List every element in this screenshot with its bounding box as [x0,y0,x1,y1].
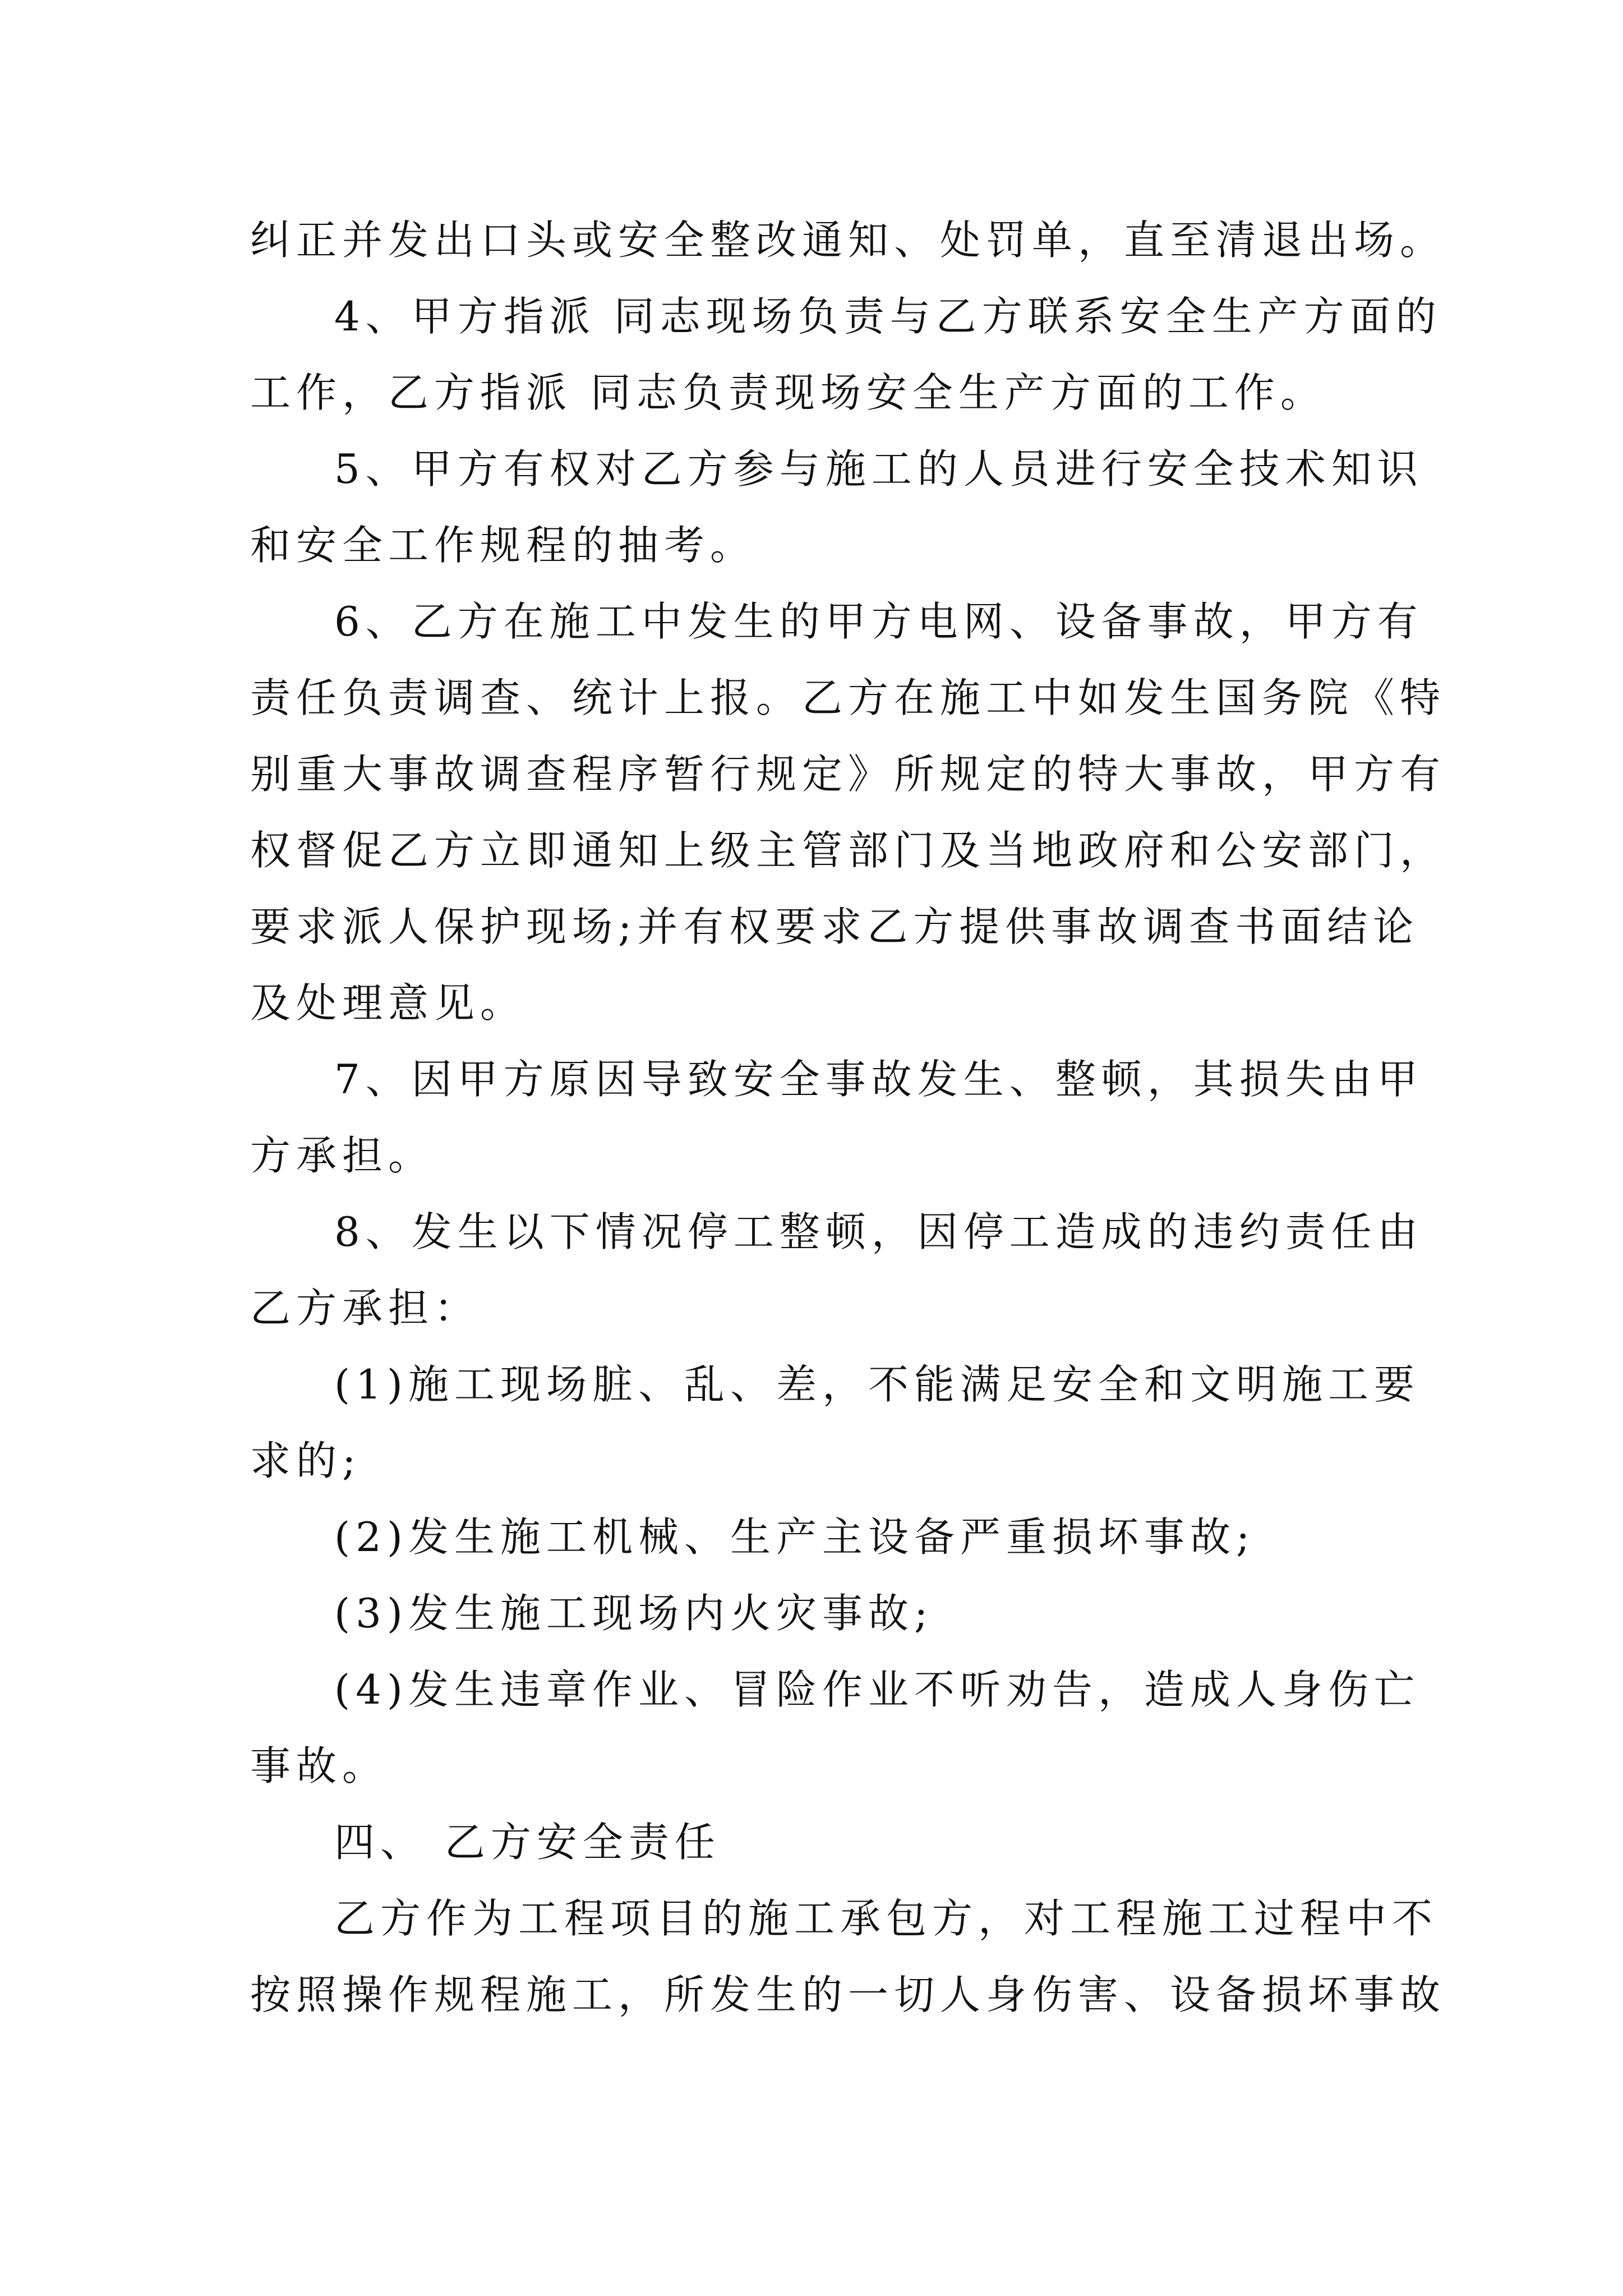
text-line-18: (2)发生施工机械、生产主设备严重损坏事故; [334,1513,1256,1561]
text-line-9: 权督促乙方立即通知上级主管部门及当地政府和公安部门， [250,827,1446,874]
text-line-21: 事故。 [250,1742,389,1789]
text-line-17: 求的; [250,1437,362,1484]
text-line-3: 工作，乙方指派 同志负责现场安全生产方面的工作。 [250,369,1326,416]
text-line-10: 要求派人保护现场;并有权要求乙方提供事故调查书面结论 [250,903,1419,950]
text-line-6: 6、乙方在施工中发生的甲方电网、设备事故，甲方有 [334,598,1423,645]
text-line-14: 8、发生以下情况停工整顿，因停工造成的违约责任由 [334,1208,1423,1255]
text-line-5: 和安全工作规程的抽考。 [250,522,757,569]
text-line-24: 按照操作规程施工，所发生的一切人身伤害、设备损坏事故 [250,1971,1446,2018]
section-heading: 四、 乙方安全责任 [334,1819,721,1866]
text-line-20: (4)发生违章作业、冒险作业不听劝告，造成人身伤亡 [334,1666,1420,1713]
text-line-11: 及处理意见。 [250,979,527,1027]
text-line-16: (1)施工现场脏、乱、差，不能满足安全和文明施工要 [334,1361,1420,1408]
text-line-8: 别重大事故调查程序暂行规定》所规定的特大事故，甲方有 [250,751,1446,798]
text-line-23: 乙方作为工程项目的施工承包方，对工程施工过程中不 [334,1895,1438,1942]
text-line-4: 5、甲方有权对乙方参与施工的人员进行安全技术知识 [334,445,1423,493]
text-line-12: 7、因甲方原因导致安全事故发生、整顿，其损失由甲 [334,1056,1423,1103]
document-body [250,202,1446,2033]
text-line-1: 纠正并发出口头或安全整改通知、处罚单，直至清退出场。 [250,217,1446,264]
text-line-2: 4、甲方指派 同志现场负责与乙方联系安全生产方面的 [334,293,1442,340]
text-line-7: 责任负责调查、统计上报。乙方在施工中如发生国务院《特 [250,674,1446,721]
text-line-19: (3)发生施工现场内火灾事故; [334,1590,934,1637]
text-line-13: 方承担。 [250,1132,435,1179]
text-line-15: 乙方承担： [250,1285,481,1332]
